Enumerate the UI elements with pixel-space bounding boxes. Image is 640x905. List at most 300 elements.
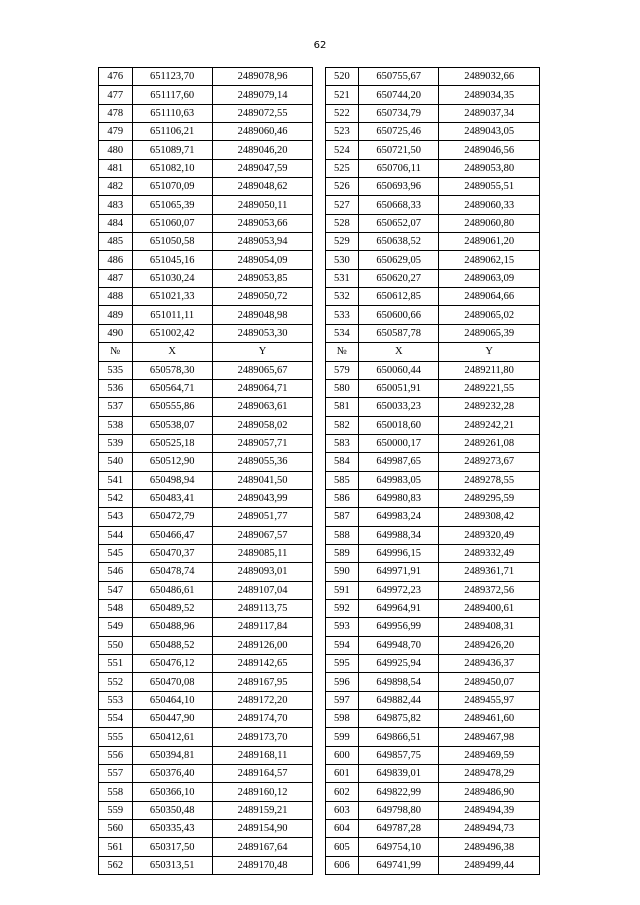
table-row xyxy=(99,746,540,764)
y-coordinate-cell: 2489160,12 xyxy=(212,783,313,801)
x-coordinate-cell: 650335,43 xyxy=(132,820,212,838)
y-coordinate-cell: 2489455,97 xyxy=(439,691,540,709)
table-row xyxy=(99,691,540,709)
y-coordinate-cell: 2489172,20 xyxy=(212,691,313,709)
x-coordinate-cell: 649983,05 xyxy=(359,471,439,489)
x-coordinate-cell: 649988,34 xyxy=(359,526,439,544)
table-row xyxy=(99,728,540,746)
point-number-cell: 591 xyxy=(325,581,359,599)
point-number-cell: 546 xyxy=(99,563,133,581)
column-gap xyxy=(313,508,325,526)
column-gap xyxy=(313,269,325,287)
x-coordinate-cell: 650638,52 xyxy=(359,233,439,251)
y-coordinate-cell: 2489054,09 xyxy=(212,251,313,269)
x-header: X xyxy=(359,343,439,361)
x-coordinate-cell: 651082,10 xyxy=(132,159,212,177)
point-number-cell: 603 xyxy=(325,801,359,819)
point-number-cell: 487 xyxy=(99,269,133,287)
y-coordinate-cell: 2489065,67 xyxy=(212,361,313,379)
y-coordinate-cell: 2489478,29 xyxy=(439,765,540,783)
table-row xyxy=(99,783,540,801)
page-number: 62 xyxy=(313,40,327,51)
y-coordinate-cell: 2489499,44 xyxy=(439,856,540,874)
table-row xyxy=(99,86,540,104)
x-coordinate-cell: 649987,65 xyxy=(359,453,439,471)
y-coordinate-cell: 2489273,67 xyxy=(439,453,540,471)
x-header: X xyxy=(132,343,212,361)
table-row xyxy=(99,104,540,122)
table-row xyxy=(99,838,540,856)
column-gap xyxy=(313,398,325,416)
x-coordinate-cell: 650033,23 xyxy=(359,398,439,416)
y-coordinate-cell: 2489170,48 xyxy=(212,856,313,874)
y-coordinate-cell: 2489046,56 xyxy=(439,141,540,159)
x-coordinate-cell: 649866,51 xyxy=(359,728,439,746)
column-gap xyxy=(313,673,325,691)
y-coordinate-cell: 2489053,66 xyxy=(212,214,313,232)
point-number-cell: 580 xyxy=(325,379,359,397)
table-row xyxy=(99,471,540,489)
x-coordinate-cell: 650313,51 xyxy=(132,856,212,874)
point-number-cell: 579 xyxy=(325,361,359,379)
point-number-cell: 582 xyxy=(325,416,359,434)
y-coordinate-cell: 2489295,59 xyxy=(439,489,540,507)
column-gap xyxy=(313,599,325,617)
y-coordinate-cell: 2489174,70 xyxy=(212,710,313,728)
column-gap xyxy=(313,820,325,838)
coordinates-table-body xyxy=(99,68,540,875)
column-gap xyxy=(313,86,325,104)
column-gap xyxy=(313,68,325,86)
table-row xyxy=(99,416,540,434)
x-coordinate-cell: 650018,60 xyxy=(359,416,439,434)
column-gap xyxy=(313,361,325,379)
x-coordinate-cell: 650486,61 xyxy=(132,581,212,599)
table-row xyxy=(99,269,540,287)
x-coordinate-cell: 650488,52 xyxy=(132,636,212,654)
y-coordinate-cell: 2489032,66 xyxy=(439,68,540,86)
y-coordinate-cell: 2489461,60 xyxy=(439,710,540,728)
y-coordinate-cell: 2489408,31 xyxy=(439,618,540,636)
x-coordinate-cell: 650525,18 xyxy=(132,434,212,452)
y-coordinate-cell: 2489046,20 xyxy=(212,141,313,159)
point-number-cell: 545 xyxy=(99,544,133,562)
y-coordinate-cell: 2489055,51 xyxy=(439,178,540,196)
x-coordinate-cell: 649964,91 xyxy=(359,599,439,617)
point-number-cell: 537 xyxy=(99,398,133,416)
x-coordinate-cell: 650472,79 xyxy=(132,508,212,526)
table-row xyxy=(99,636,540,654)
column-gap xyxy=(313,434,325,452)
y-coordinate-cell: 2489065,39 xyxy=(439,324,540,342)
column-gap xyxy=(313,251,325,269)
y-coordinate-cell: 2489047,59 xyxy=(212,159,313,177)
point-number-cell: 530 xyxy=(325,251,359,269)
table-row xyxy=(99,544,540,562)
table-row xyxy=(99,820,540,838)
x-coordinate-cell: 650478,74 xyxy=(132,563,212,581)
table-row xyxy=(99,196,540,214)
y-coordinate-cell: 2489126,00 xyxy=(212,636,313,654)
x-coordinate-cell: 650376,40 xyxy=(132,765,212,783)
column-gap xyxy=(313,306,325,324)
x-coordinate-cell: 650587,78 xyxy=(359,324,439,342)
point-number-cell: 600 xyxy=(325,746,359,764)
point-number-cell: 562 xyxy=(99,856,133,874)
point-number-cell: 556 xyxy=(99,746,133,764)
x-coordinate-cell: 651070,09 xyxy=(132,178,212,196)
column-gap xyxy=(313,710,325,728)
y-coordinate-cell: 2489062,15 xyxy=(439,251,540,269)
column-gap xyxy=(313,526,325,544)
column-gap xyxy=(313,838,325,856)
column-gap xyxy=(313,178,325,196)
column-gap xyxy=(313,801,325,819)
x-coordinate-cell: 650394,81 xyxy=(132,746,212,764)
point-number-cell: 590 xyxy=(325,563,359,581)
y-coordinate-cell: 2489450,07 xyxy=(439,673,540,691)
x-coordinate-cell: 649948,70 xyxy=(359,636,439,654)
point-number-cell: 529 xyxy=(325,233,359,251)
table-row xyxy=(99,214,540,232)
x-coordinate-cell: 649787,28 xyxy=(359,820,439,838)
column-gap xyxy=(313,728,325,746)
x-coordinate-cell: 650564,71 xyxy=(132,379,212,397)
y-coordinate-cell: 2489050,11 xyxy=(212,196,313,214)
column-gap xyxy=(313,563,325,581)
x-coordinate-cell: 650512,90 xyxy=(132,453,212,471)
point-number-cell: 489 xyxy=(99,306,133,324)
x-coordinate-cell: 649972,23 xyxy=(359,581,439,599)
x-coordinate-cell: 649839,01 xyxy=(359,765,439,783)
x-coordinate-cell: 651002,42 xyxy=(132,324,212,342)
x-coordinate-cell: 650464,10 xyxy=(132,691,212,709)
y-coordinate-cell: 2489079,14 xyxy=(212,86,313,104)
y-coordinate-cell: 2489278,55 xyxy=(439,471,540,489)
x-coordinate-cell: 650578,30 xyxy=(132,361,212,379)
column-gap xyxy=(313,765,325,783)
x-coordinate-cell: 650350,48 xyxy=(132,801,212,819)
y-coordinate-cell: 2489067,57 xyxy=(212,526,313,544)
point-number-cell: 538 xyxy=(99,416,133,434)
x-coordinate-cell: 651030,24 xyxy=(132,269,212,287)
column-gap xyxy=(313,746,325,764)
x-coordinate-cell: 650555,86 xyxy=(132,398,212,416)
column-gap xyxy=(313,214,325,232)
y-coordinate-cell: 2489400,61 xyxy=(439,599,540,617)
x-coordinate-cell: 650483,41 xyxy=(132,489,212,507)
table-row xyxy=(99,361,540,379)
point-number-cell: 523 xyxy=(325,123,359,141)
point-number-cell: 558 xyxy=(99,783,133,801)
x-coordinate-cell: 650620,27 xyxy=(359,269,439,287)
table-row xyxy=(99,710,540,728)
point-number-cell: 532 xyxy=(325,288,359,306)
point-number-cell: 533 xyxy=(325,306,359,324)
table-row xyxy=(99,453,540,471)
y-coordinate-cell: 2489051,77 xyxy=(212,508,313,526)
y-coordinate-cell: 2489060,33 xyxy=(439,196,540,214)
point-number-cell: 601 xyxy=(325,765,359,783)
y-coordinate-cell: 2489372,56 xyxy=(439,581,540,599)
y-coordinate-cell: 2489361,71 xyxy=(439,563,540,581)
x-coordinate-cell: 649857,75 xyxy=(359,746,439,764)
x-coordinate-cell: 650538,07 xyxy=(132,416,212,434)
point-number-cell: 552 xyxy=(99,673,133,691)
table-row xyxy=(99,526,540,544)
point-number-cell: 593 xyxy=(325,618,359,636)
y-coordinate-cell: 2489167,95 xyxy=(212,673,313,691)
x-coordinate-cell: 650706,11 xyxy=(359,159,439,177)
x-coordinate-cell: 650498,94 xyxy=(132,471,212,489)
x-coordinate-cell: 650668,33 xyxy=(359,196,439,214)
column-gap xyxy=(313,416,325,434)
y-coordinate-cell: 2489486,90 xyxy=(439,783,540,801)
point-number-cell: 561 xyxy=(99,838,133,856)
point-number-cell: 544 xyxy=(99,526,133,544)
column-gap xyxy=(313,343,325,361)
table-row xyxy=(99,765,540,783)
point-number-cell: 583 xyxy=(325,434,359,452)
x-coordinate-cell: 649741,99 xyxy=(359,856,439,874)
point-number-cell: 484 xyxy=(99,214,133,232)
point-number-cell: 483 xyxy=(99,196,133,214)
y-coordinate-cell: 2489065,02 xyxy=(439,306,540,324)
x-coordinate-cell: 650412,61 xyxy=(132,728,212,746)
column-gap xyxy=(313,123,325,141)
x-coordinate-cell: 651050,58 xyxy=(132,233,212,251)
x-coordinate-cell: 649996,15 xyxy=(359,544,439,562)
x-coordinate-cell: 651110,63 xyxy=(132,104,212,122)
x-coordinate-cell: 650612,85 xyxy=(359,288,439,306)
number-header: № xyxy=(99,343,133,361)
x-coordinate-cell: 650447,90 xyxy=(132,710,212,728)
coordinates-table xyxy=(98,67,540,875)
y-coordinate-cell: 2489261,08 xyxy=(439,434,540,452)
point-number-cell: 543 xyxy=(99,508,133,526)
x-coordinate-cell: 650734,79 xyxy=(359,104,439,122)
table-row xyxy=(99,563,540,581)
point-number-cell: 547 xyxy=(99,581,133,599)
point-number-cell: 598 xyxy=(325,710,359,728)
column-gap xyxy=(313,379,325,397)
y-coordinate-cell: 2489159,21 xyxy=(212,801,313,819)
x-coordinate-cell: 651045,16 xyxy=(132,251,212,269)
y-coordinate-cell: 2489496,38 xyxy=(439,838,540,856)
column-gap xyxy=(313,233,325,251)
point-number-cell: 584 xyxy=(325,453,359,471)
point-number-cell: 604 xyxy=(325,820,359,838)
x-coordinate-cell: 649754,10 xyxy=(359,838,439,856)
x-coordinate-cell: 649956,99 xyxy=(359,618,439,636)
x-coordinate-cell: 650725,46 xyxy=(359,123,439,141)
y-coordinate-cell: 2489058,02 xyxy=(212,416,313,434)
point-number-cell: 589 xyxy=(325,544,359,562)
y-coordinate-cell: 2489154,90 xyxy=(212,820,313,838)
x-coordinate-cell: 650600,66 xyxy=(359,306,439,324)
table-row xyxy=(99,379,540,397)
y-coordinate-cell: 2489050,72 xyxy=(212,288,313,306)
x-coordinate-cell: 650000,17 xyxy=(359,434,439,452)
table-row xyxy=(99,508,540,526)
table-row xyxy=(99,251,540,269)
point-number-cell: 531 xyxy=(325,269,359,287)
point-number-cell: 536 xyxy=(99,379,133,397)
point-number-cell: 535 xyxy=(99,361,133,379)
column-gap xyxy=(313,471,325,489)
point-number-cell: 559 xyxy=(99,801,133,819)
x-coordinate-cell: 651106,21 xyxy=(132,123,212,141)
y-coordinate-cell: 2489494,39 xyxy=(439,801,540,819)
column-gap xyxy=(313,324,325,342)
x-coordinate-cell: 650744,20 xyxy=(359,86,439,104)
point-number-cell: 540 xyxy=(99,453,133,471)
table-row xyxy=(99,801,540,819)
x-coordinate-cell: 651117,60 xyxy=(132,86,212,104)
x-coordinate-cell: 650476,12 xyxy=(132,655,212,673)
x-coordinate-cell: 650051,91 xyxy=(359,379,439,397)
x-coordinate-cell: 650755,67 xyxy=(359,68,439,86)
y-coordinate-cell: 2489055,36 xyxy=(212,453,313,471)
point-number-cell: 585 xyxy=(325,471,359,489)
x-coordinate-cell: 649980,83 xyxy=(359,489,439,507)
table-row xyxy=(99,856,540,874)
x-coordinate-cell: 650317,50 xyxy=(132,838,212,856)
x-coordinate-cell: 650721,50 xyxy=(359,141,439,159)
x-coordinate-cell: 649983,24 xyxy=(359,508,439,526)
point-number-cell: 522 xyxy=(325,104,359,122)
y-coordinate-cell: 2489467,98 xyxy=(439,728,540,746)
x-coordinate-cell: 651011,11 xyxy=(132,306,212,324)
y-coordinate-cell: 2489061,20 xyxy=(439,233,540,251)
y-coordinate-cell: 2489117,84 xyxy=(212,618,313,636)
point-number-cell: 524 xyxy=(325,141,359,159)
y-coordinate-cell: 2489043,05 xyxy=(439,123,540,141)
column-gap xyxy=(313,159,325,177)
column-gap xyxy=(313,288,325,306)
y-coordinate-cell: 2489426,20 xyxy=(439,636,540,654)
x-coordinate-cell: 649798,80 xyxy=(359,801,439,819)
y-coordinate-cell: 2489469,59 xyxy=(439,746,540,764)
x-coordinate-cell: 651021,33 xyxy=(132,288,212,306)
table-row xyxy=(99,141,540,159)
x-coordinate-cell: 649875,82 xyxy=(359,710,439,728)
column-gap xyxy=(313,783,325,801)
table-row xyxy=(99,306,540,324)
y-coordinate-cell: 2489093,01 xyxy=(212,563,313,581)
column-gap xyxy=(313,141,325,159)
x-coordinate-cell: 651060,07 xyxy=(132,214,212,232)
x-coordinate-cell: 651123,70 xyxy=(132,68,212,86)
column-gap xyxy=(313,856,325,874)
y-coordinate-cell: 2489057,71 xyxy=(212,434,313,452)
y-coordinate-cell: 2489060,46 xyxy=(212,123,313,141)
x-coordinate-cell: 650366,10 xyxy=(132,783,212,801)
point-number-cell: 606 xyxy=(325,856,359,874)
point-number-cell: 597 xyxy=(325,691,359,709)
y-coordinate-cell: 2489053,85 xyxy=(212,269,313,287)
y-coordinate-cell: 2489320,49 xyxy=(439,526,540,544)
point-number-cell: 476 xyxy=(99,68,133,86)
point-number-cell: 586 xyxy=(325,489,359,507)
point-number-cell: 482 xyxy=(99,178,133,196)
point-number-cell: 592 xyxy=(325,599,359,617)
x-coordinate-cell: 650060,44 xyxy=(359,361,439,379)
y-coordinate-cell: 2489043,99 xyxy=(212,489,313,507)
y-coordinate-cell: 2489167,64 xyxy=(212,838,313,856)
point-number-cell: 521 xyxy=(325,86,359,104)
point-number-cell: 549 xyxy=(99,618,133,636)
y-coordinate-cell: 2489072,55 xyxy=(212,104,313,122)
y-coordinate-cell: 2489221,55 xyxy=(439,379,540,397)
table-row xyxy=(99,233,540,251)
point-number-cell: 587 xyxy=(325,508,359,526)
point-number-cell: 581 xyxy=(325,398,359,416)
point-number-cell: 596 xyxy=(325,673,359,691)
x-coordinate-cell: 650652,07 xyxy=(359,214,439,232)
y-coordinate-cell: 2489048,98 xyxy=(212,306,313,324)
x-coordinate-cell: 649971,91 xyxy=(359,563,439,581)
column-gap xyxy=(313,196,325,214)
y-coordinate-cell: 2489041,50 xyxy=(212,471,313,489)
y-coordinate-cell: 2489064,71 xyxy=(212,379,313,397)
y-coordinate-cell: 2489211,80 xyxy=(439,361,540,379)
y-coordinate-cell: 2489308,42 xyxy=(439,508,540,526)
point-number-cell: 541 xyxy=(99,471,133,489)
table-row xyxy=(99,489,540,507)
point-number-cell: 555 xyxy=(99,728,133,746)
table-header-row xyxy=(99,343,540,361)
y-coordinate-cell: 2489064,66 xyxy=(439,288,540,306)
table-row xyxy=(99,288,540,306)
x-coordinate-cell: 650489,52 xyxy=(132,599,212,617)
point-number-cell: 539 xyxy=(99,434,133,452)
point-number-cell: 486 xyxy=(99,251,133,269)
y-coordinate-cell: 2489113,75 xyxy=(212,599,313,617)
y-coordinate-cell: 2489053,80 xyxy=(439,159,540,177)
point-number-cell: 520 xyxy=(325,68,359,86)
y-coordinate-cell: 2489232,28 xyxy=(439,398,540,416)
point-number-cell: 490 xyxy=(99,324,133,342)
y-coordinate-cell: 2489242,21 xyxy=(439,416,540,434)
y-coordinate-cell: 2489078,96 xyxy=(212,68,313,86)
y-coordinate-cell: 2489332,49 xyxy=(439,544,540,562)
point-number-cell: 588 xyxy=(325,526,359,544)
x-coordinate-cell: 649822,99 xyxy=(359,783,439,801)
y-coordinate-cell: 2489053,94 xyxy=(212,233,313,251)
point-number-cell: 599 xyxy=(325,728,359,746)
point-number-cell: 479 xyxy=(99,123,133,141)
x-coordinate-cell: 651089,71 xyxy=(132,141,212,159)
column-gap xyxy=(313,453,325,471)
y-coordinate-cell: 2489494,73 xyxy=(439,820,540,838)
y-coordinate-cell: 2489168,11 xyxy=(212,746,313,764)
point-number-cell: 554 xyxy=(99,710,133,728)
x-coordinate-cell: 649925,94 xyxy=(359,655,439,673)
y-coordinate-cell: 2489063,61 xyxy=(212,398,313,416)
x-coordinate-cell: 650470,37 xyxy=(132,544,212,562)
point-number-cell: 528 xyxy=(325,214,359,232)
point-number-cell: 525 xyxy=(325,159,359,177)
point-number-cell: 527 xyxy=(325,196,359,214)
point-number-cell: 477 xyxy=(99,86,133,104)
column-gap xyxy=(313,104,325,122)
x-coordinate-cell: 650693,96 xyxy=(359,178,439,196)
point-number-cell: 595 xyxy=(325,655,359,673)
column-gap xyxy=(313,655,325,673)
table-row xyxy=(99,324,540,342)
point-number-cell: 550 xyxy=(99,636,133,654)
